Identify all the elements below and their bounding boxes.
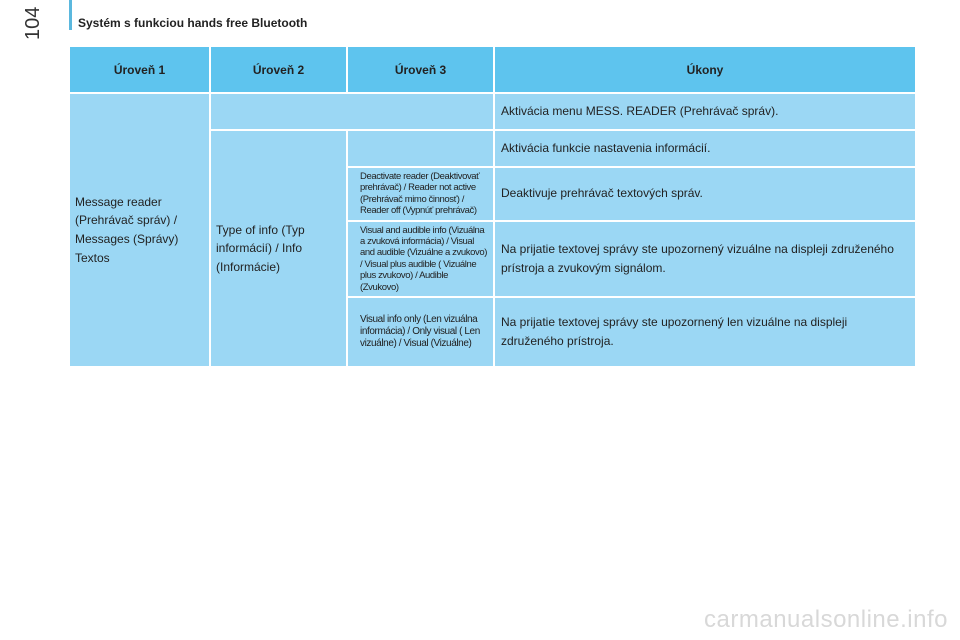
table-header-row bbox=[69, 46, 916, 93]
level3-cell: Visual and audible info (Vizuálna a zvuková informácia) / Visual and audible (Vizuálne a zvukovo) / Visual plus audible ( Vizuálne plus zvukovo) / Audible (Zvukovo) bbox=[347, 221, 494, 297]
action-cell: Deaktivuje prehrávač textových správ. bbox=[494, 167, 916, 221]
level2-cell: Type of info (Typ informácií) / Info (Informácie) bbox=[210, 130, 347, 367]
header-level-2: Úroveň 2 bbox=[210, 46, 347, 93]
table-row bbox=[69, 93, 916, 130]
page-title: Systém s funkciou hands free Bluetooth bbox=[78, 16, 308, 30]
header-level-1: Úroveň 1 bbox=[69, 46, 210, 93]
empty-cell bbox=[210, 93, 494, 130]
accent-bar bbox=[69, 0, 72, 30]
action-cell: Aktivácia menu MESS. READER (Prehrávač správ). bbox=[494, 93, 916, 130]
empty-cell bbox=[347, 130, 494, 167]
watermark: carmanualsonline.info bbox=[704, 606, 948, 633]
page-number: 104 bbox=[22, 6, 44, 40]
level1-cell: Message reader (Prehrávač správ) / Messages (Správy) Textos bbox=[69, 93, 210, 367]
action-cell: Na prijatie textovej správy ste upozornený vizuálne na displeji združeného prístroja a zvukovým signálom. bbox=[494, 221, 916, 297]
level3-cell: Deactivate reader (Deaktivovať prehrávač) / Reader not active (Prehrávač mimo činnosť) / Reader off (Vypnúť prehrávač) bbox=[347, 167, 494, 221]
menu-table bbox=[68, 45, 917, 368]
header-actions: Úkony bbox=[494, 46, 916, 93]
action-cell: Na prijatie textovej správy ste upozornený len vizuálne na displeji združeného prístroja. bbox=[494, 297, 916, 367]
header-level-3: Úroveň 3 bbox=[347, 46, 494, 93]
action-cell: Aktivácia funkcie nastavenia informácií. bbox=[494, 130, 916, 167]
level3-cell: Visual info only (Len vizuálna informácia) / Only visual ( Len vizuálne) / Visual (Vizuálne) bbox=[347, 297, 494, 367]
